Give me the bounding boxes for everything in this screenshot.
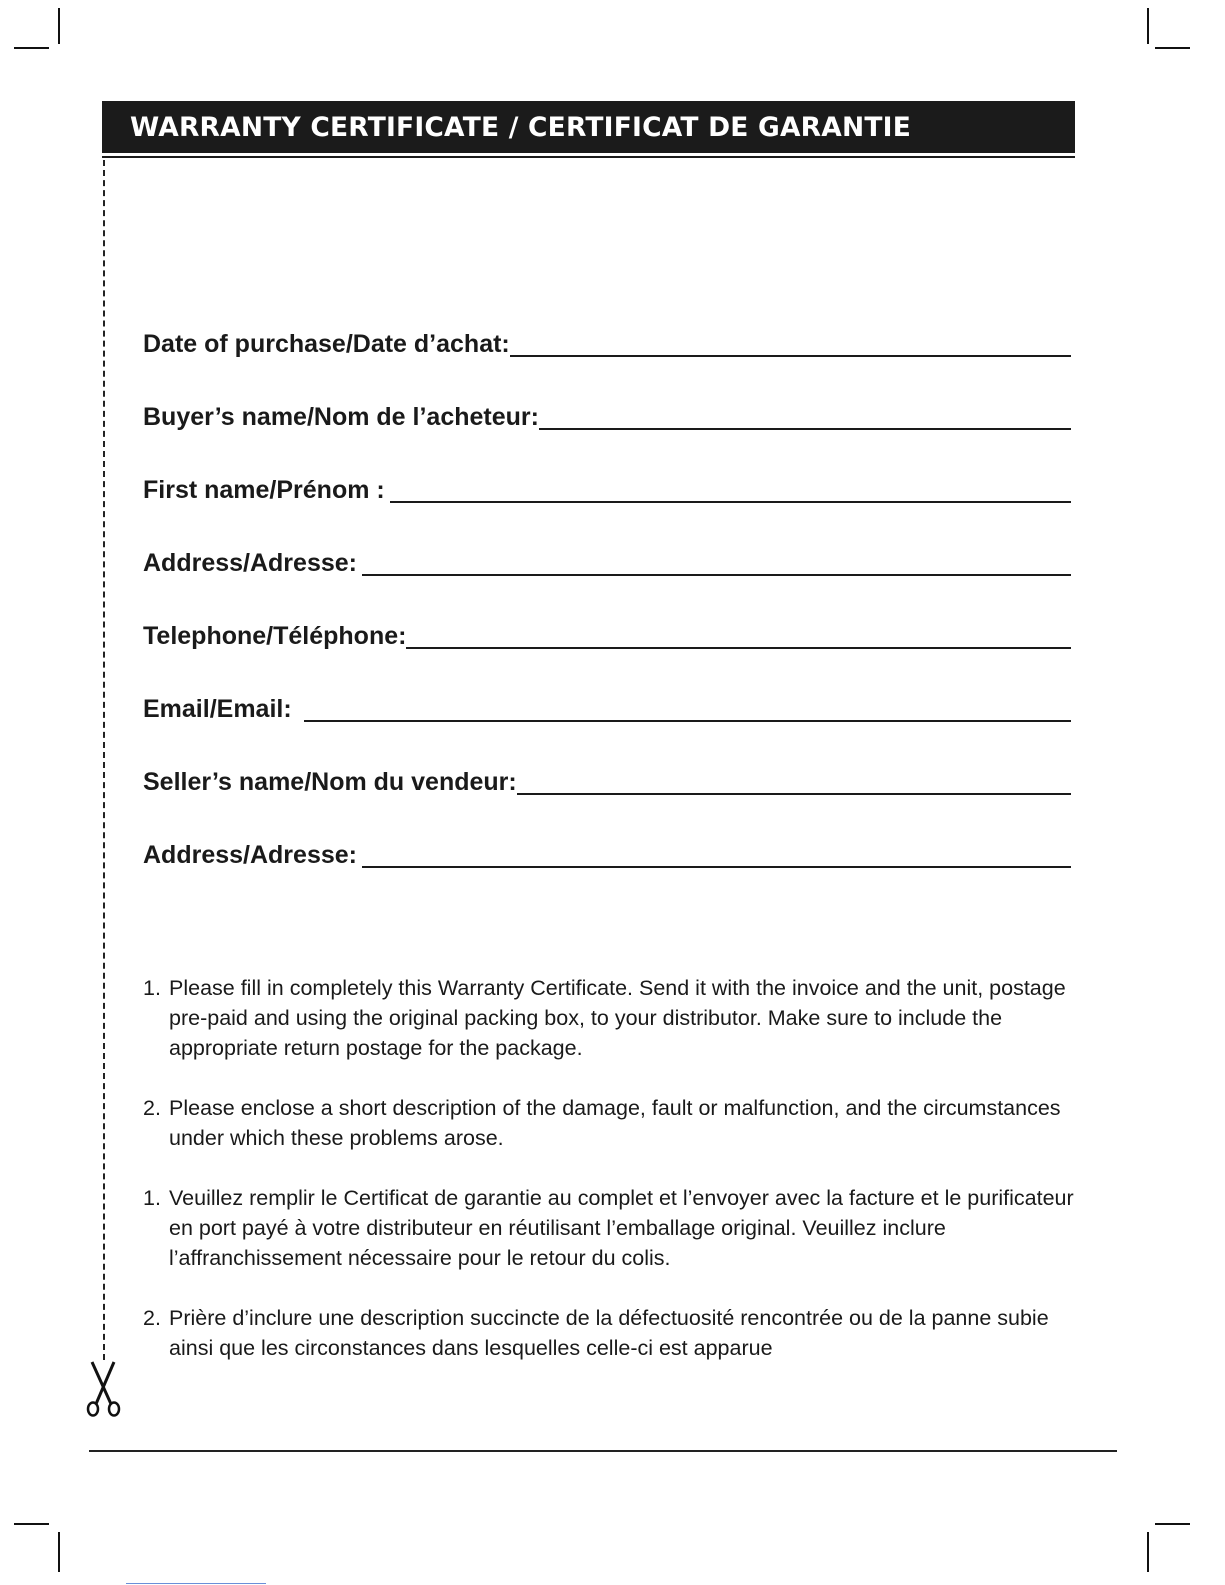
fill-line[interactable] [304, 720, 1071, 722]
crop-mark-top-right-h [1155, 47, 1190, 49]
fill-line[interactable] [510, 355, 1071, 357]
crop-mark-top-left-v [58, 8, 60, 44]
field-label: Seller’s name/Nom du vendeur: [143, 768, 517, 796]
instructions [143, 973, 1088, 1393]
field-label: Address/Adresse: [143, 841, 357, 869]
fill-line[interactable] [390, 501, 1071, 503]
crop-mark-bottom-right-v [1147, 1532, 1149, 1572]
instruction-text: Please enclose a short description of the damage, fault or malfunction, and the circumstances under which these problems arose. [169, 1096, 1061, 1150]
field-label: First name/Prénom : [143, 476, 385, 504]
fill-line[interactable] [539, 428, 1071, 430]
email-field[interactable] [143, 685, 1071, 725]
buyer-name-field[interactable] [143, 393, 1071, 433]
instruction-item [143, 1093, 1088, 1153]
instruction-number: 1. [143, 1186, 161, 1210]
field-label: Telephone/Téléphone: [143, 622, 407, 650]
instruction-number: 2. [143, 1306, 161, 1330]
instruction-item [143, 1303, 1088, 1363]
header-rule [102, 156, 1075, 158]
field-label: Date of purchase/Date d’achat: [143, 330, 510, 358]
seller-name-field[interactable] [143, 758, 1071, 798]
date-of-purchase-field[interactable] [143, 320, 1071, 360]
cut-line [103, 160, 105, 1360]
crop-mark-bottom-left-v [58, 1532, 60, 1572]
field-label: Buyer’s name/Nom de l’acheteur: [143, 403, 539, 431]
field-label: Address/Adresse: [143, 549, 357, 577]
crop-mark-bottom-right-h [1155, 1523, 1190, 1525]
fill-line[interactable] [362, 866, 1071, 868]
seller-address-field[interactable] [143, 831, 1071, 871]
instruction-number: 2. [143, 1096, 161, 1120]
certificate-title: WARRANTY CERTIFICATE / CERTIFICAT DE GARANTIE [102, 101, 1075, 153]
instruction-text: Prière d’inclure une description succincte de la défectuosité rencontrée ou de la panne subie ainsi que les circonstances dans lesquelles celle-ci est apparue [169, 1306, 1049, 1360]
bottom-rule [89, 1450, 1117, 1452]
buyer-address-field[interactable] [143, 539, 1071, 579]
instruction-text: Veuillez remplir le Certificat de garantie au complet et l’envoyer avec la facture et le purificateur en port payé à votre distributeur en réutilisant l’emballage original. Veuillez inclure l’affranchissement nécessaire pour le retour du colis. [169, 1186, 1074, 1270]
instruction-text: Please fill in completely this Warranty Certificate. Send it with the invoice and the unit, postage pre-paid and using the original packing box, to your distributor. Make sure to include the appropriate return postage for the package. [169, 976, 1066, 1060]
first-name-field[interactable] [143, 466, 1071, 506]
field-label: Email/Email: [143, 695, 292, 723]
crop-mark-bottom-left-h [14, 1523, 49, 1525]
scissors-icon [84, 1360, 124, 1418]
telephone-field[interactable] [143, 612, 1071, 652]
instruction-item [143, 1183, 1088, 1273]
instruction-number: 1. [143, 976, 161, 1000]
instruction-item [143, 973, 1088, 1063]
footer-link-underline [126, 1583, 266, 1584]
crop-mark-top-left-h [14, 47, 49, 49]
fill-line[interactable] [517, 793, 1071, 795]
fill-line[interactable] [362, 574, 1071, 576]
crop-mark-top-right-v [1147, 8, 1149, 44]
fill-line[interactable] [406, 647, 1071, 649]
